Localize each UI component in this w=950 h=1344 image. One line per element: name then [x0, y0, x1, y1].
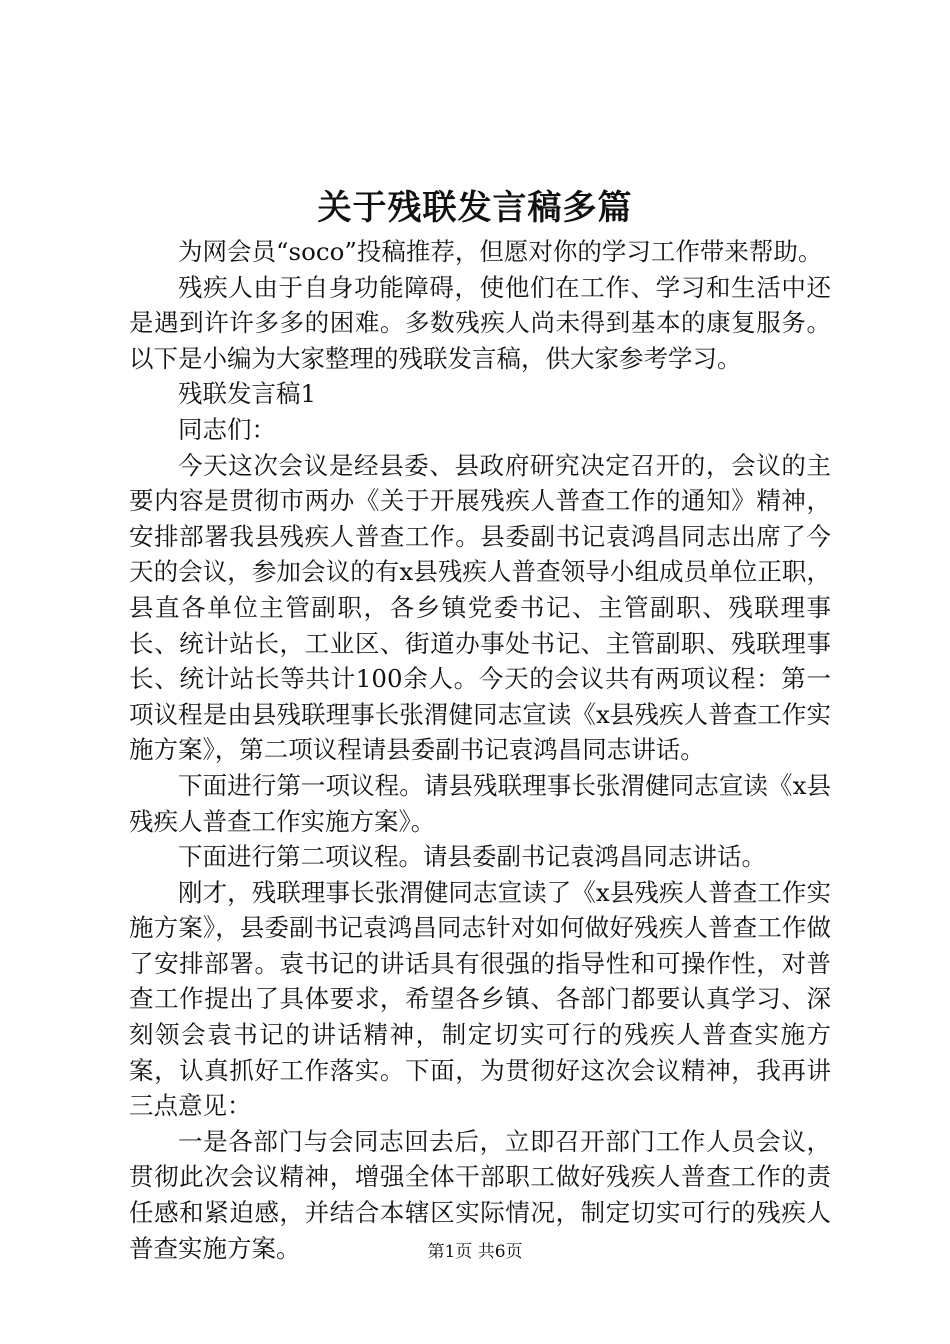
paragraph-point-one: 一是各部门与会同志回去后，立即召开部门工作人员会议，贯彻此次会议精神，增强全体干部职工做好残疾人普查工作的责任感和紧迫感，并结合本辖区实际情况，制定切实可行的残疾人普查实施方案。: [129, 1126, 831, 1263]
document-body: [129, 234, 831, 1266]
document-title: 关于残联发言稿多篇: [317, 188, 633, 228]
salutation: 同志们：: [178, 414, 276, 444]
paragraph-agenda-first: 下面进行第一项议程。请县残联理事长张渭健同志宣读《x县残疾人普查工作实施方案》。: [129, 770, 831, 836]
paragraph-agenda-second: 下面进行第二项议程。请县委副书记袁鸿昌同志讲话。: [178, 842, 766, 872]
paragraph-intro: 为网会员“soco”投稿推荐，但愿对你的学习工作带来帮助。: [178, 237, 823, 266]
page-number: 第1页 共6页: [427, 1242, 523, 1262]
section-heading: 残联发言稿1: [178, 379, 317, 409]
paragraph-remarks: 刚才，残联理事长张渭健同志宣读了《x县残疾人普查工作实施方案》，县委副书记袁鸿昌同志针对如何做好残疾人普查工作做了安排部署。袁书记的讲话具有很强的指导性和可操作性，对普查工作提出了具体要求，希望各乡镇、各部门都要认真学习、深刻领会袁书记的讲话精神，制定切实可行的残疾人普查实施方案，认真抓好工作落实。下面，为贯彻好这次会议精神，我再讲三点意见：: [129, 877, 831, 1121]
paragraph-summary: 残疾人由于自身功能障碍，使他们在工作、学习和生活中还是遇到许许多多的困难。多数残疾人尚未得到基本的康复服务。以下是小编为大家整理的残联发言稿，供大家参考学习。: [129, 272, 831, 373]
paragraph-meeting-overview: 今天这次会议是经县委、县政府研究决定召开的，会议的主要内容是贯彻市两办《关于开展残疾人普查工作的通知》精神，安排部署我县残疾人普查工作。县委副书记袁鸿昌同志出席了今天的会议，参加会议的有x县残疾人普查领导小组成员单位正职，县直各单位主管副职，各乡镇党委书记、主管副职、残联理事长、统计站长，工业区、街道办事处书记、主管副职、残联理事长、统计站长等共计100余人。今天的会议共有两项议程：第一项议程是由县残联理事长张渭健同志宣读《x县残疾人普查工作实施方案》，第二项议程请县委副书记袁鸿昌同志讲话。: [129, 450, 831, 765]
